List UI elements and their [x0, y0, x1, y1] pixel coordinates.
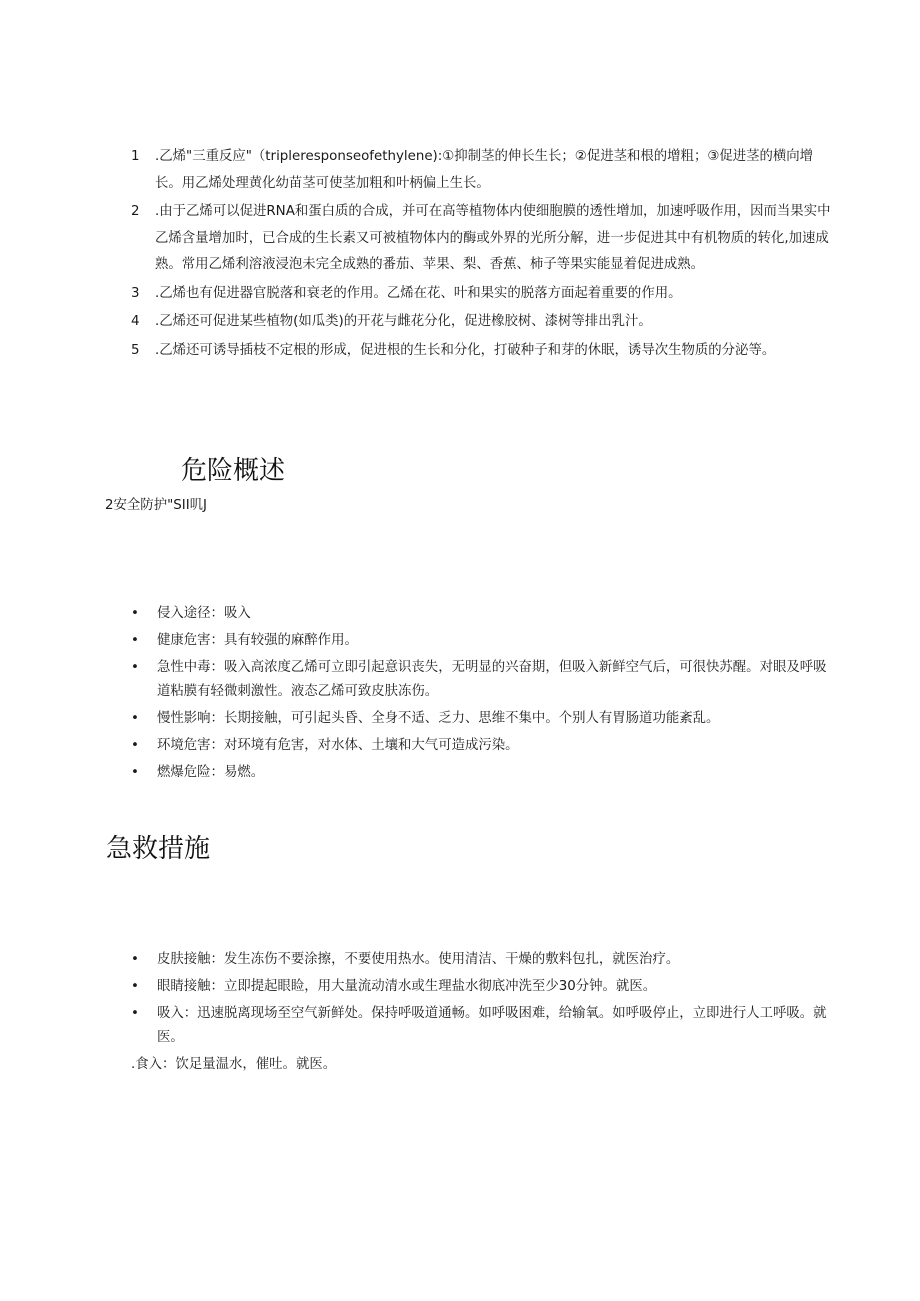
item-number: 3: [131, 285, 140, 301]
list-item-text: 慢性影响：长期接触，可引起头昏、全身不适、乏力、思维不集中。个别人有胃肠道功能紊乱。: [157, 711, 720, 726]
bullet-icon: •: [131, 711, 139, 726]
numbered-item: [131, 144, 831, 197]
numbered-item: [131, 281, 831, 308]
numbered-item: [131, 199, 831, 279]
list-item: [131, 761, 831, 785]
bullet-icon: •: [131, 633, 139, 648]
item-text: .乙烯还可促进某些植物(如瓜类)的开花与雌花分化，促进橡胶树、漆树等排出乳汁。: [155, 314, 652, 329]
list-item: [131, 707, 831, 731]
item-text: .由于乙烯可以促进RNA和蛋白质的合成，并可在高等植物体内使细胞膜的透性增加，加速呼吸作用，因而当果实中乙烯含量增加时，已合成的生长素又可被植物体内的酶或外界的光所分解，进一步促进其中有机物质的转化,加速成熟。常用乙烯利溶液浸泡未完全成熟的番茄、苹果、梨、香蕉、柿子等果实能显着促进成熟。: [155, 204, 831, 272]
item-text: .乙烯"三重反应"（tripleresponseofethylene):①抑制茎的伸长生长；②促进茎和根的增粗；③促进茎的横向增长。用乙烯处理黄化幼苗茎可使茎加粗和叶柄偏上生长。: [155, 149, 814, 191]
bullet-icon: •: [131, 660, 139, 675]
first-aid-list: [131, 948, 831, 1053]
list-item-text: 侵入途径：吸入: [157, 606, 251, 621]
numbered-item: [131, 338, 831, 365]
item-text: .乙烯还可诱导插枝不定根的形成，促进根的生长和分化，打破种子和芽的休眠，诱导次生物质的分泌等。: [155, 342, 776, 358]
list-item: [131, 734, 831, 758]
first-aid-heading: 急救措施: [106, 834, 211, 864]
list-item-text: 吸入：迅速脱离现场至空气新鲜处。保持呼吸道通畅。如呼吸困难，给输氧。如呼吸停止，立即进行人工呼吸。就医。: [157, 1006, 827, 1045]
bullet-icon: •: [131, 606, 139, 621]
list-item: [131, 656, 831, 704]
safety-protection-subtitle: 2安全防护"SII叽J: [105, 498, 207, 513]
bullet-icon: •: [131, 738, 139, 753]
bullet-icon: •: [131, 765, 139, 780]
list-item: [131, 975, 831, 999]
item-text: .乙烯也有促进器官脱落和衰老的作用。乙烯在花、叶和果实的脱落方面起着重要的作用。: [155, 285, 682, 301]
item-number: 4: [131, 314, 140, 329]
hazard-overview-heading: 危险概述: [181, 456, 286, 486]
bullet-icon: •: [131, 1006, 139, 1021]
hazard-list: [131, 602, 831, 788]
list-item-text: 燃爆危险：易燃。: [157, 765, 265, 780]
numbered-item: [131, 309, 831, 336]
list-item-text: 急性中毒：吸入高浓度乙烯可立即引起意识丧失，无明显的兴奋期，但吸入新鲜空气后，可很快苏醒。对眼及呼吸道粘膜有轻微刺激性。液态乙烯可致皮肤冻伤。: [157, 660, 827, 699]
item-number: 5: [131, 342, 140, 358]
item-number: 1: [131, 149, 140, 164]
bullet-icon: •: [131, 979, 139, 994]
list-item: [131, 948, 831, 972]
list-item-text: 皮肤接触：发生冻伤不要涂擦，不要使用热水。使用清洁、干燥的敷料包扎，就医治疗。: [157, 952, 680, 967]
list-item: [131, 1002, 831, 1050]
item-number: 2: [131, 204, 140, 219]
list-item-text: 健康危害：具有较强的麻醉作用。: [157, 633, 358, 648]
list-item-text: 眼睛接触：立即提起眼睑，用大量流动清水或生理盐水彻底冲洗至少30分钟。就医。: [157, 979, 657, 994]
list-item-text: 环境危害：对环境有危害，对水体、土壤和大气可造成污染。: [157, 738, 519, 753]
bullet-icon: •: [131, 952, 139, 967]
numbered-list: [131, 144, 831, 366]
list-item: [131, 602, 831, 626]
list-item: [131, 629, 831, 653]
ingestion-instruction: .食入：饮足量温水，催吐。就医。: [131, 1057, 337, 1072]
